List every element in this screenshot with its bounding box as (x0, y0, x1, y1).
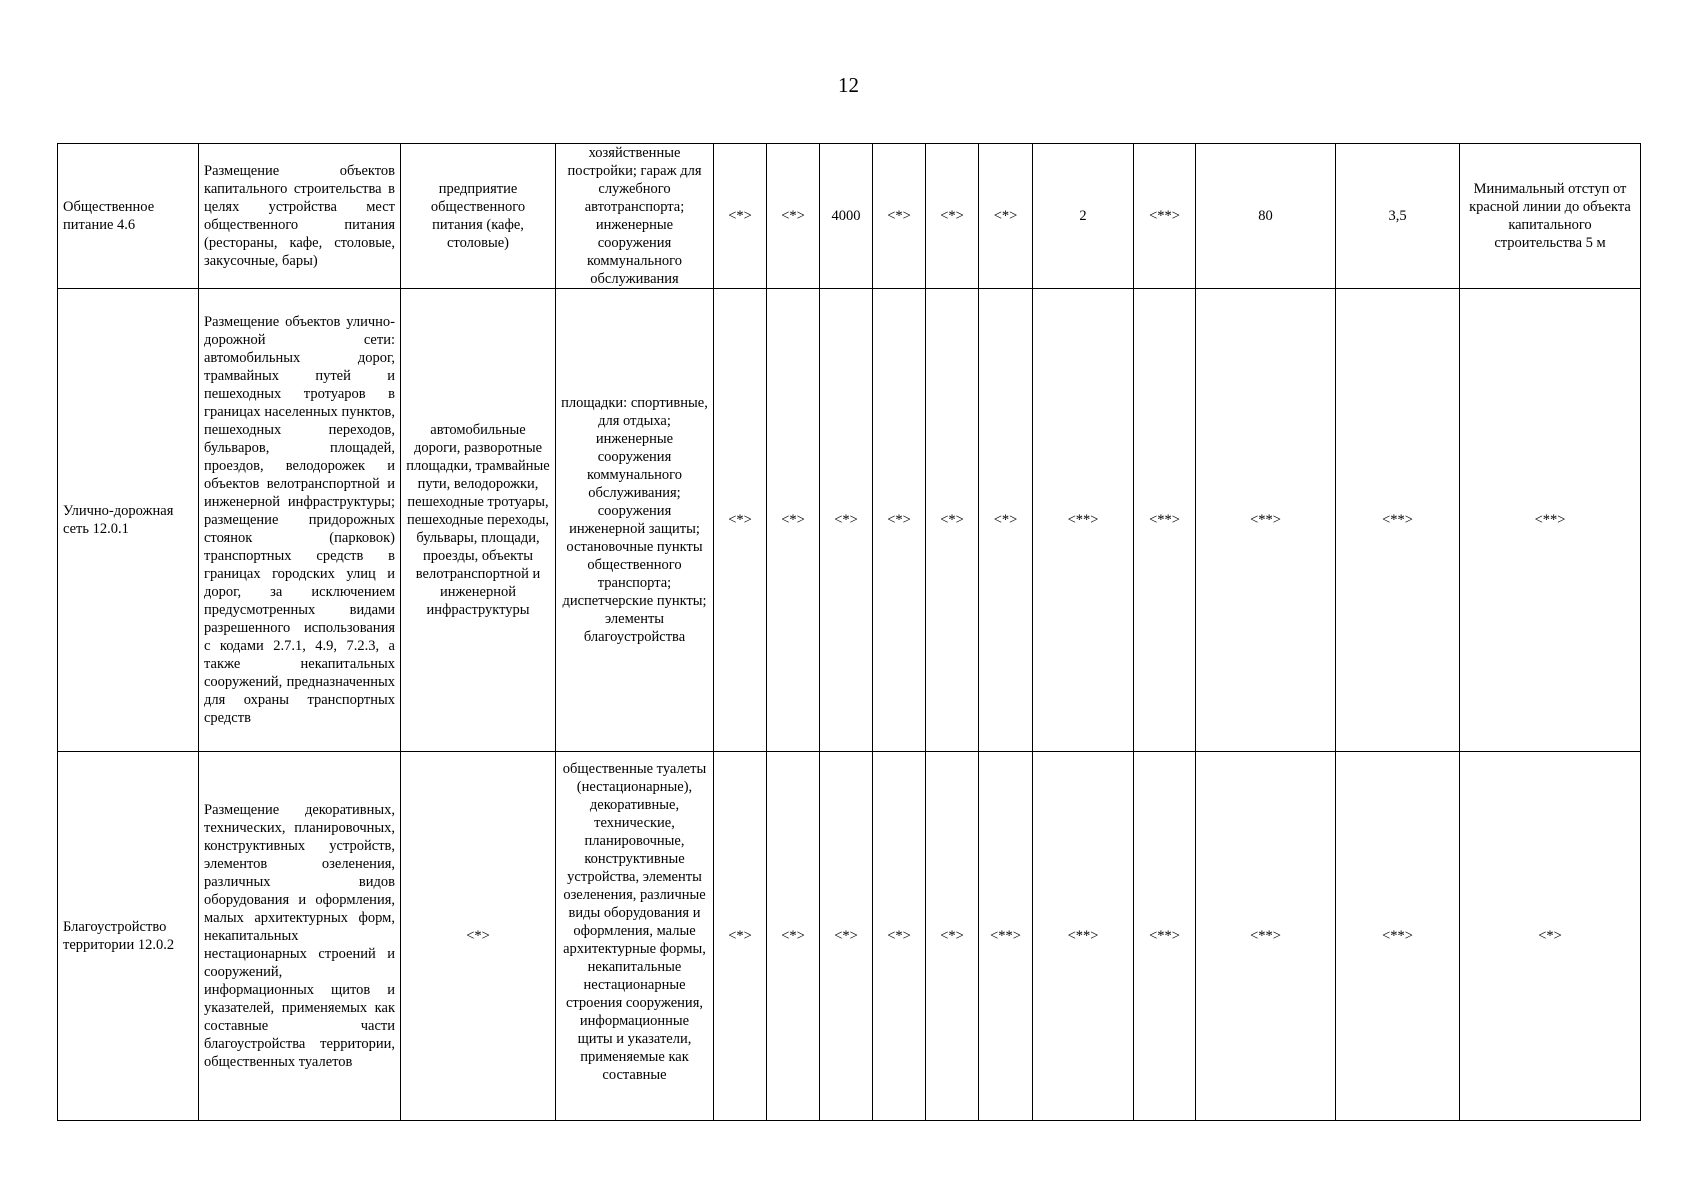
auxiliary-use-cell: площадки: спортивные, для отдыха; инженерные сооружения коммунального обслуживания; сооружения инженерной защиты; остановочные пункты общественного транспорта; диспетчерские пункты; элементы благоустройства (556, 289, 714, 752)
param-cell: <*> (926, 144, 979, 289)
land-use-description: Размещение объектов улично-дорожной сети: автомобильных дорог, трамвайных путей и пешеходных тротуаров в границах населенных пунктов, пешеходных переходов, бульваров, площадей, проездов, велодорожек и объектов велотранспортной и инженерной инфраструктуры; размещение придорожных стоянок (парковок) транспортных средств в границах городских улиц и дорог, за исключением предусмотренных видами разрешенного использования с кодами 2.7.1, 4.9, 7.2.3, а также некапитальных сооружений, предназначенных для охраны транспортных средств (199, 289, 401, 752)
main-use-cell: автомобильные дороги, разворотные площадки, трамвайные пути, велодорожки, пешеходные тротуары, пешеходные переходы, бульвары, площади, проезды, объекты велотранспортной и инженерной инфраструктуры (401, 289, 556, 752)
zoning-table (57, 143, 1641, 1121)
param-cell: 4000 (820, 144, 873, 289)
param-cell: <*> (714, 752, 767, 1121)
param-cell: <**> (1336, 289, 1460, 752)
table-row (58, 289, 1641, 752)
land-use-name: Улично-дорожная сеть 12.0.1 (58, 289, 199, 752)
table-row (58, 144, 1641, 289)
note-cell: <*> (1460, 752, 1641, 1121)
param-cell: <*> (926, 289, 979, 752)
param-cell: <*> (979, 289, 1033, 752)
param-cell: 3,5 (1336, 144, 1460, 289)
param-cell: <*> (820, 752, 873, 1121)
param-cell: <**> (1134, 752, 1196, 1121)
param-cell: <**> (979, 752, 1033, 1121)
param-cell: <*> (873, 144, 926, 289)
param-cell: <**> (1196, 289, 1336, 752)
auxiliary-use-cell: хозяйственные постройки; гараж для служебного автотранспорта; инженерные сооружения коммунального обслуживания (556, 144, 714, 289)
param-cell: <*> (820, 289, 873, 752)
note-cell: Минимальный отступ от красной линии до объекта капитального строительства 5 м (1460, 144, 1641, 289)
land-use-name: Общественное питание 4.6 (58, 144, 199, 289)
param-cell: <*> (926, 752, 979, 1121)
param-cell: <**> (1196, 752, 1336, 1121)
param-cell: <**> (1134, 289, 1196, 752)
param-cell: <*> (767, 289, 820, 752)
param-cell: <*> (714, 144, 767, 289)
param-cell: <*> (979, 144, 1033, 289)
table-row (58, 752, 1641, 1121)
page-number: 12 (838, 73, 859, 97)
land-use-name: Благоустройство территории 12.0.2 (58, 752, 199, 1121)
param-cell: <*> (873, 289, 926, 752)
param-cell: 2 (1033, 144, 1134, 289)
land-use-description: Размещение декоративных, технических, планировочных, конструктивных устройств, элементов озеленения, различных видов оборудования и оформления, малых архитектурных форм, некапитальных нестационарных строений и сооружений, информационных щитов и указателей, применяемых как составные части благоустройства территории, общественных туалетов (199, 752, 401, 1121)
land-use-description: Размещение объектов капитального строительства в целях устройства мест общественного питания (рестораны, кафе, столовые, закусочные, бары) (199, 144, 401, 289)
main-use-cell: <*> (401, 752, 556, 1121)
param-cell: <*> (873, 752, 926, 1121)
note-cell: <**> (1460, 289, 1641, 752)
param-cell: <**> (1336, 752, 1460, 1121)
main-use-cell: предприятие общественного питания (кафе, столовые) (401, 144, 556, 289)
param-cell: <*> (714, 289, 767, 752)
param-cell: <*> (767, 752, 820, 1121)
auxiliary-use-cell: общественные туалеты (нестационарные), декоративные, технические, планировочные, конструктивные устройства, элементы озеленения, различные виды оборудования и оформления, малые архитектурные формы, некапитальные нестационарные строения сооружения, информационные щиты и указатели, применяемые как составные (556, 752, 714, 1121)
param-cell: <**> (1033, 752, 1134, 1121)
param-cell: <*> (767, 144, 820, 289)
param-cell: <**> (1134, 144, 1196, 289)
param-cell: 80 (1196, 144, 1336, 289)
param-cell: <**> (1033, 289, 1134, 752)
